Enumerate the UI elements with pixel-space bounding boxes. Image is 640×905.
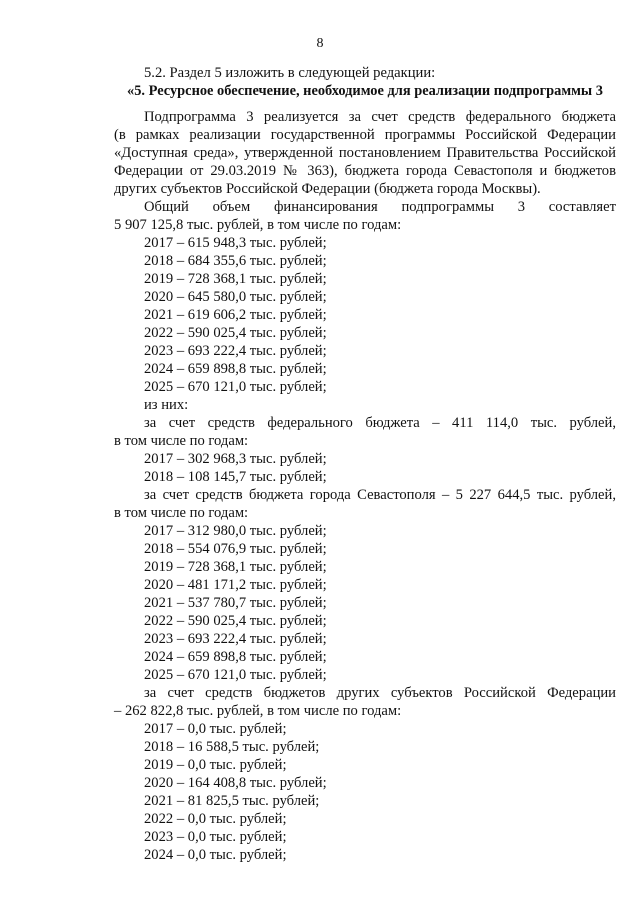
year-item: 2022 – 0,0 тыс. рублей; bbox=[144, 811, 287, 827]
other-subjects-line: – 262 822,8 тыс. рублей, в том числе по годам: bbox=[114, 703, 402, 719]
year-item: 2021 – 619 606,2 тыс. рублей; bbox=[144, 307, 327, 323]
year-item: 2024 – 659 898,8 тыс. рублей; bbox=[144, 649, 327, 665]
year-item: 2021 – 537 780,7 тыс. рублей; bbox=[144, 595, 327, 611]
paragraph-line: Федерации от 29.03.2019 № 363), бюджета города Севастополя и бюджетов bbox=[114, 163, 616, 179]
year-item: 2017 – 0,0 тыс. рублей; bbox=[144, 721, 287, 737]
total-financing bbox=[114, 198, 616, 414]
year-item: 2024 – 659 898,8 тыс. рублей; bbox=[144, 361, 327, 377]
year-item: 2019 – 728 368,1 тыс. рублей; bbox=[144, 271, 327, 287]
paragraph-line: других субъектов Российской Федерации (бюджета города Москвы). bbox=[114, 181, 541, 197]
federal-financing bbox=[114, 414, 616, 486]
federal-line: за счет средств федерального бюджета – 411 114,0 тыс. рублей, bbox=[144, 415, 616, 431]
year-item: 2022 – 590 025,4 тыс. рублей; bbox=[144, 613, 327, 629]
paragraph-line: Подпрограмма 3 реализуется за счет средств федерального бюджета bbox=[144, 109, 616, 125]
other-subjects-line: за счет средств бюджетов других субъектов Российской Федерации bbox=[144, 685, 616, 701]
total-line: 5 907 125,8 тыс. рублей, в том числе по годам: bbox=[114, 217, 402, 233]
year-item: 2018 – 554 076,9 тыс. рублей; bbox=[144, 541, 327, 557]
total-line: Общий объем финансирования подпрограммы 3 составляет bbox=[144, 199, 616, 215]
sevastopol-line: в том числе по годам: bbox=[114, 505, 249, 521]
section-heading: «5. Ресурсное обеспечение, необходимое для реализации подпрограммы 3 bbox=[127, 83, 603, 99]
year-item: 2023 – 693 222,4 тыс. рублей; bbox=[144, 631, 327, 647]
paragraph-line: (в рамках реализации государственной программы Российской Федерации bbox=[114, 127, 616, 143]
sevastopol-line: за счет средств бюджета города Севастополя – 5 227 644,5 тыс. рублей, bbox=[144, 487, 616, 503]
section-intro: 5.2. Раздел 5 изложить в следующей редакции: bbox=[144, 65, 436, 81]
year-item: 2025 – 670 121,0 тыс. рублей; bbox=[144, 667, 327, 683]
year-item: 2018 – 16 588,5 тыс. рублей; bbox=[144, 739, 320, 755]
year-item: 2018 – 684 355,6 тыс. рублей; bbox=[144, 253, 327, 269]
federal-line: в том числе по годам: bbox=[114, 433, 249, 449]
page-number: 8 bbox=[316, 36, 324, 51]
sevastopol-financing bbox=[114, 486, 616, 684]
year-item: 2019 – 728 368,1 тыс. рублей; bbox=[144, 559, 327, 575]
year-item: 2019 – 0,0 тыс. рублей; bbox=[144, 757, 287, 773]
year-item: 2017 – 615 948,3 тыс. рублей; bbox=[144, 235, 327, 251]
year-item: 2018 – 108 145,7 тыс. рублей; bbox=[144, 469, 327, 485]
year-item: 2023 – 0,0 тыс. рублей; bbox=[144, 829, 287, 845]
year-item: 2020 – 645 580,0 тыс. рублей; bbox=[144, 289, 327, 305]
paragraph-sources bbox=[114, 108, 616, 198]
year-item: 2020 – 481 171,2 тыс. рублей; bbox=[144, 577, 327, 593]
year-item: 2020 – 164 408,8 тыс. рублей; bbox=[144, 775, 327, 791]
year-item: 2017 – 312 980,0 тыс. рублей; bbox=[144, 523, 327, 539]
year-item: 2021 – 81 825,5 тыс. рублей; bbox=[144, 793, 320, 809]
paragraph-line: «Доступная среда», утвержденной постановлением Правительства Российской bbox=[114, 145, 616, 161]
year-item: 2023 – 693 222,4 тыс. рублей; bbox=[144, 343, 327, 359]
year-item: 2017 – 302 968,3 тыс. рублей; bbox=[144, 451, 327, 467]
of-which-label: из них: bbox=[144, 397, 189, 413]
other-subjects-financing bbox=[114, 684, 616, 864]
year-item: 2025 – 670 121,0 тыс. рублей; bbox=[144, 379, 327, 395]
document-body bbox=[114, 64, 616, 864]
year-item: 2024 – 0,0 тыс. рублей; bbox=[144, 847, 287, 863]
year-item: 2022 – 590 025,4 тыс. рублей; bbox=[144, 325, 327, 341]
